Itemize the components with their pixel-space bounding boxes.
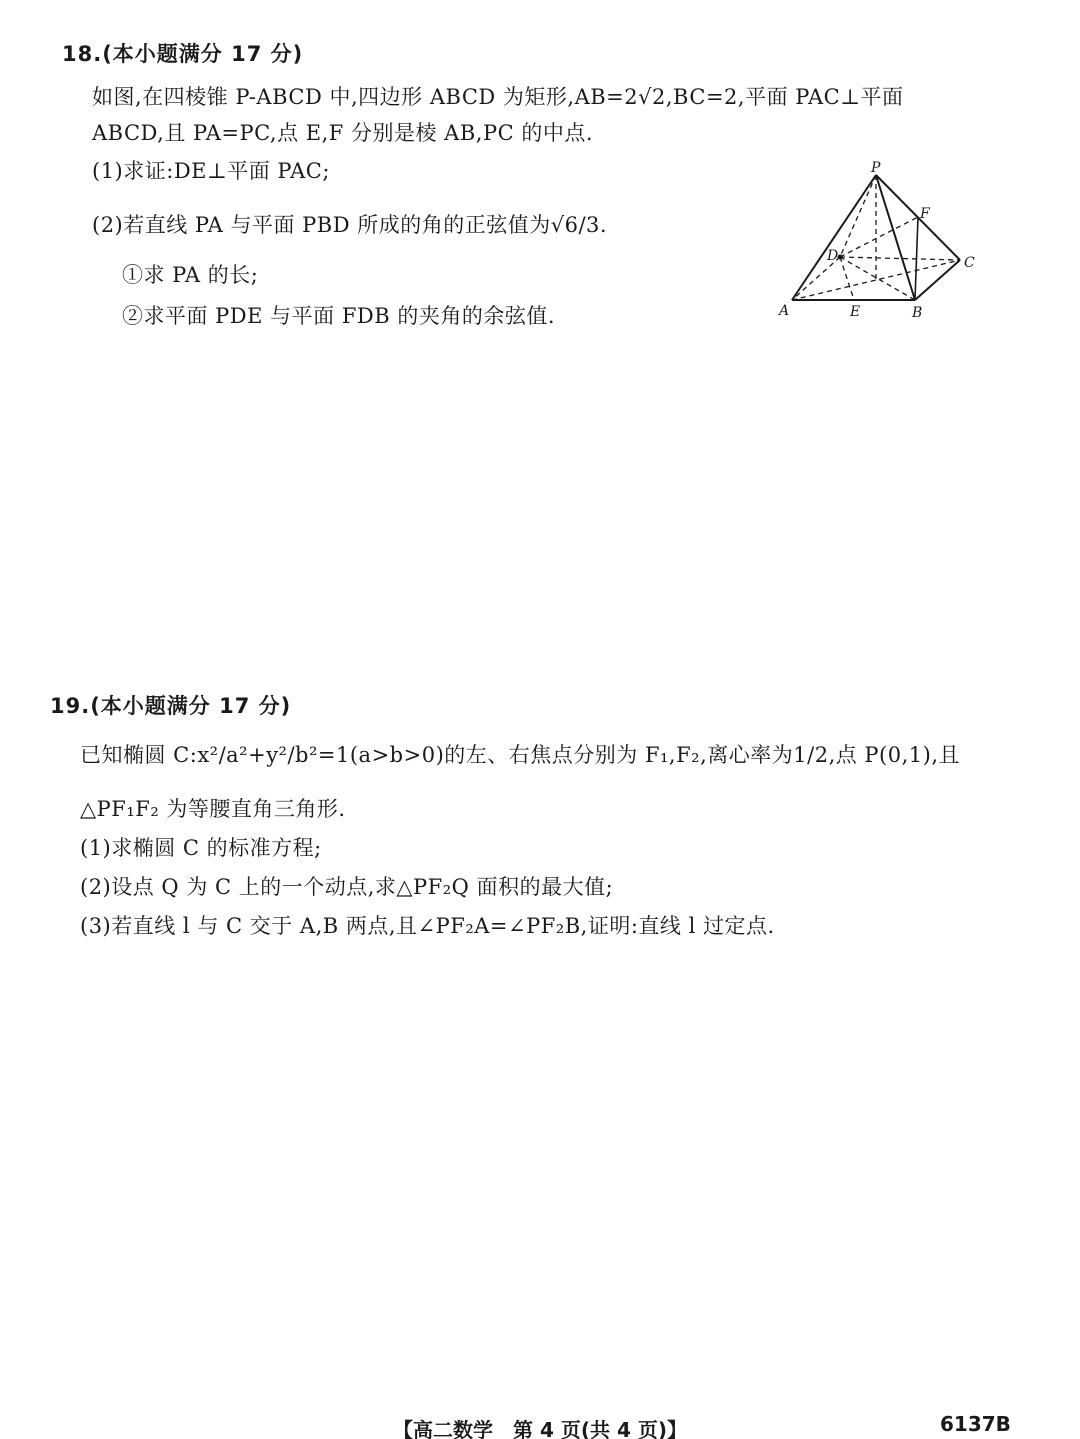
label-f: F — [920, 206, 930, 222]
q18-line-1: 如图,在四棱锥 P-ABCD 中,四边形 ABCD 为矩形,AB=2√2,BC=2,平面 PAC⊥平面 — [92, 85, 904, 109]
q18-part-2-ii: ②求平面 PDE 与平面 FDB 的夹角的余弦值. — [122, 304, 556, 328]
page-footer: 【高二数学 第 4 页(共 4 页)】 — [393, 1418, 687, 1439]
label-c: C — [964, 255, 975, 271]
q18-part-2-i: ①求 PA 的长; — [122, 263, 259, 287]
q19-heading: 19.(本小题满分 17 分) — [50, 694, 292, 718]
q19-line-1: 已知椭圆 C:x²/a²+y²/b²=1(a>b>0)的左、右焦点分别为 F₁,F₂,离心率为1/2,点 P(0,1),且 — [80, 743, 961, 767]
exam-code: 6137B — [940, 1412, 1011, 1436]
label-b: B — [912, 305, 923, 321]
q18-part-2: (2)若直线 PA 与平面 PBD 所成的角的正弦值为√6/3. — [92, 213, 608, 237]
q19-part-1: (1)求椭圆 C 的标准方程; — [80, 836, 322, 860]
q18-part-1: (1)求证:DE⊥平面 PAC; — [92, 159, 330, 183]
label-p: P — [871, 160, 881, 176]
label-e: E — [850, 304, 861, 320]
q19-line-2: △PF₁F₂ 为等腰直角三角形. — [80, 797, 346, 821]
q18-line-2: ABCD,且 PA=PC,点 E,F 分别是棱 AB,PC 的中点. — [92, 121, 594, 145]
label-d: D — [827, 248, 839, 264]
q19-part-3: (3)若直线 l 与 C 交于 A,B 两点,且∠PF₂A=∠PF₂B,证明:直线 l 过定点. — [80, 914, 775, 938]
q19-part-2: (2)设点 Q 为 C 上的一个动点,求△PF₂Q 面积的最大值; — [80, 875, 614, 899]
q18-heading: 18.(本小题满分 17 分) — [62, 42, 304, 66]
label-a: A — [779, 303, 790, 319]
pyramid-figure — [775, 160, 980, 325]
